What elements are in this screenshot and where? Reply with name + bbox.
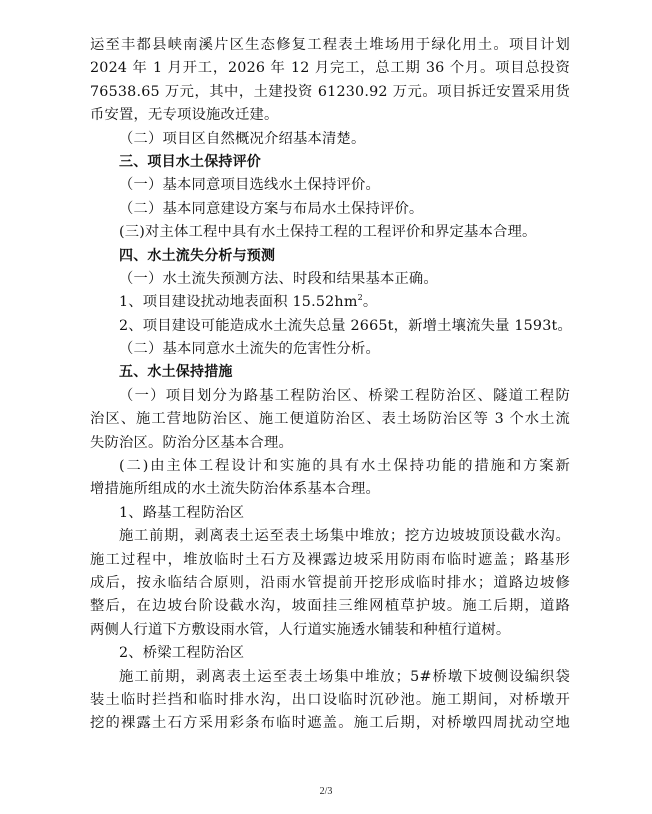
paragraph-line: 施工前期，剥离表土运至表土场集中堆放；5#桥墩下坡侧设编织袋 xyxy=(119,668,570,685)
document-body xyxy=(90,34,570,736)
paragraph-line: 2024 年 1 月开工，2026 年 12 月完工，总工期 36 个月。项目总投资 xyxy=(90,60,570,77)
paragraph-line: 施工过程中，堆放临时土石方及裸露边坡采用防雨布临时遮盖；路基形 xyxy=(90,551,570,568)
paragraph-line xyxy=(90,291,570,314)
paragraph-line: （二）项目区自然概况介绍基本清楚。 xyxy=(119,130,366,147)
period: 。 xyxy=(362,294,378,311)
paragraph-line: 装土临时拦挡和临时排水沟，出口设临时沉砂池。施工期间，对桥墩开 xyxy=(90,691,570,708)
paragraph-line: 失防治区。防治分区基本合理。 xyxy=(90,434,293,451)
paragraph-line: （二）基本同意建设方案与布局水土保持评价。 xyxy=(119,200,424,217)
paragraph-line: 施工前期，剥离表土运至表土场集中堆放；挖方边坡坡顶设截水沟。 xyxy=(119,528,570,545)
paragraph-line: (三)对主体工程中具有水土保持工程的工程评价和界定基本合理。 xyxy=(119,224,537,241)
superscript: 2 xyxy=(357,293,363,303)
section-heading: 三、项目水土保持评价 xyxy=(119,153,261,170)
paragraph-line: 2、项目建设可能造成水土流失总量 2665t，新增土壤流失量 1593t。 xyxy=(119,317,572,334)
paragraph-line: (二)由主体工程设计和实施的具有水土保持功能的措施和方案新 xyxy=(119,458,570,475)
area-text: 1、项目建设扰动地表面积 15.52hm xyxy=(119,294,358,311)
paragraph-line: 整后，在边坡台阶设截水沟，坡面挂三维网植草护坡。施工后期，道路 xyxy=(90,598,570,615)
section-heading: 四、水土流失分析与预测 xyxy=(119,247,276,264)
paragraph-line: 币安置，无专项设施改迁建。 xyxy=(90,107,279,124)
paragraph-line: （二）基本同意水土流失的危害性分析。 xyxy=(119,341,380,358)
paragraph-line: 增措施所组成的水土流失防治体系基本合理。 xyxy=(90,481,380,498)
paragraph-line: 挖的裸露土石方采用彩条布临时遮盖。施工后期，对桥墩四周扰动空地 xyxy=(90,715,570,732)
paragraph-line: 成后，按永临结合原则，沿雨水管提前开挖形成临时排水；道路边坡修 xyxy=(90,574,570,591)
paragraph-line: 运至丰都县峡南溪片区生态修复工程表土堆场用于绿化用土。项目计划 xyxy=(90,37,570,53)
paragraph-line: （一）基本同意项目选线水土保持评价。 xyxy=(119,177,380,194)
paragraph-line: 两侧人行道下方敷设雨水管，人行道实施透水铺装和种植行道树。 xyxy=(90,621,511,638)
subsection-heading: 1、路基工程防治区 xyxy=(119,504,245,521)
paragraph-line: （一）水土流失预测方法、时段和结果基本正确。 xyxy=(119,270,438,287)
subsection-heading: 2、桥梁工程防治区 xyxy=(119,645,245,662)
paragraph-line: （一）项目划分为路基工程防治区、桥梁工程防治区、隧道工程防 xyxy=(119,387,570,404)
paragraph-line: 76538.65 万元，其中，土建投资 61230.92 万元。项目拆迁安置采用货 xyxy=(90,83,570,100)
paragraph-line: 治区、施工营地防治区、施工便道防治区、表土场防治区等 3 个水土流 xyxy=(90,411,570,428)
section-heading: 五、水土保持措施 xyxy=(119,364,233,381)
page-number: 2/3 xyxy=(319,786,333,797)
